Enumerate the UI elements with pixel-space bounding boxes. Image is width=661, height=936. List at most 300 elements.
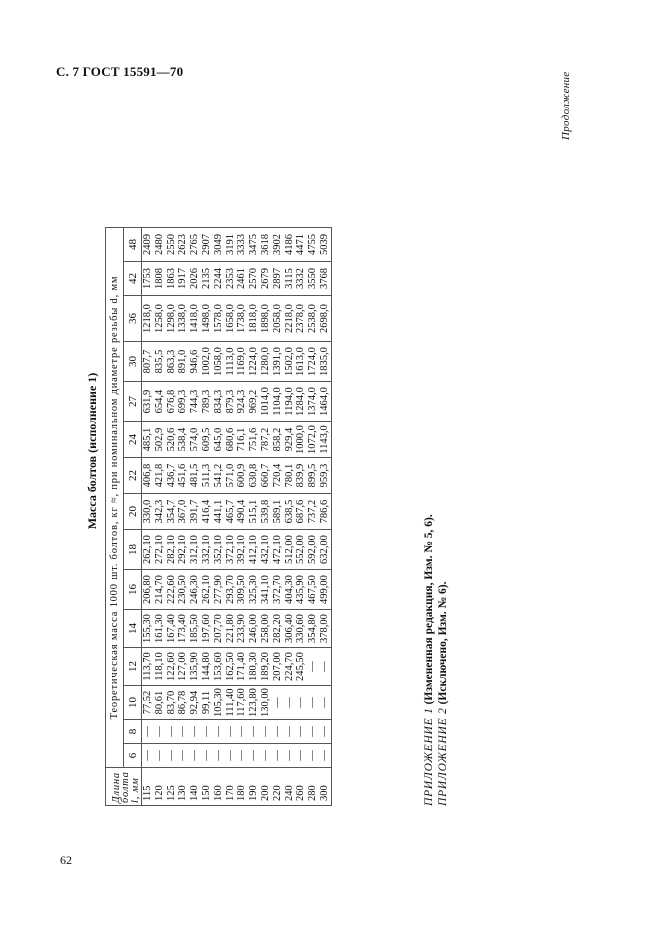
diameter-header-cell: 16 xyxy=(124,570,142,610)
mass-cell: 1808 xyxy=(154,262,166,296)
mass-cell: — xyxy=(225,720,237,744)
length-column-header xyxy=(106,768,142,806)
mass-cell: — xyxy=(154,720,166,744)
mass-cell: 372,10 xyxy=(225,530,237,570)
mass-cell: 441,1 xyxy=(213,494,225,530)
diameter-header-cell: 48 xyxy=(124,228,142,262)
mass-cell: 600,9 xyxy=(236,458,248,494)
mass-cell: 127,00 xyxy=(177,648,189,686)
length-cell: 170 xyxy=(225,768,237,806)
mass-cell: 839,9 xyxy=(295,458,307,494)
mass-cell: — xyxy=(248,744,260,768)
mass-cell: — xyxy=(177,744,189,768)
mass-cell: 465,7 xyxy=(225,494,237,530)
mass-cell: 780,1 xyxy=(284,458,296,494)
length-cell: 200 xyxy=(260,768,272,806)
mass-cell: 118,10 xyxy=(154,648,166,686)
mass-cell: 787,2 xyxy=(260,422,272,458)
mass-cell: 3332 xyxy=(295,262,307,296)
mass-cell: 2679 xyxy=(260,262,272,296)
mass-cell: 632,00 xyxy=(319,530,331,570)
mass-cell: 83,70 xyxy=(166,686,178,720)
mass-cell: 282,20 xyxy=(272,610,284,648)
length-header-line: Длина xyxy=(110,772,122,803)
mass-cell: 680,6 xyxy=(225,422,237,458)
mass-cell: 2058,0 xyxy=(272,296,284,342)
mass-cell: 720,4 xyxy=(272,458,284,494)
mass-cell: — xyxy=(284,686,296,720)
diameter-header-cell: 20 xyxy=(124,494,142,530)
diameter-header-cell: 18 xyxy=(124,530,142,570)
mass-cell: — xyxy=(307,648,319,686)
mass-cell: — xyxy=(236,744,248,768)
mass-cell: 330,0 xyxy=(142,494,154,530)
mass-cell: 891,0 xyxy=(177,342,189,382)
mass-cell: — xyxy=(225,744,237,768)
mass-cell: 77,52 xyxy=(142,686,154,720)
mass-cell: 292,10 xyxy=(177,530,189,570)
mass-cell: 2550 xyxy=(166,228,178,262)
mass-cell: — xyxy=(142,720,154,744)
mass-cell: 99,11 xyxy=(201,686,213,720)
mass-cell: 786,6 xyxy=(319,494,331,530)
diameter-header-cell: 36 xyxy=(124,296,142,342)
mass-cell: 1578,0 xyxy=(213,296,225,342)
table-row xyxy=(177,228,189,806)
mass-cell: 1072,0 xyxy=(307,422,319,458)
mass-cell: 1143,0 xyxy=(319,422,331,458)
mass-cell: 858,2 xyxy=(272,422,284,458)
mass-cell: — xyxy=(319,648,331,686)
mass-cell: — xyxy=(295,686,307,720)
length-cell: 280 xyxy=(307,768,319,806)
mass-cell: 744,3 xyxy=(189,382,201,422)
mass-cell: 863,3 xyxy=(166,342,178,382)
mass-cell: 230,50 xyxy=(177,570,189,610)
mass-cell: 354,7 xyxy=(166,494,178,530)
mass-cell: 676,8 xyxy=(166,382,178,422)
mass-cell: 1113,0 xyxy=(225,342,237,382)
diameter-header-cell: 24 xyxy=(124,422,142,458)
mass-cell: 538,4 xyxy=(177,422,189,458)
diameter-header-cell: 30 xyxy=(124,342,142,382)
diameter-header-cell: 27 xyxy=(124,382,142,422)
mass-cell: 1058,0 xyxy=(213,342,225,382)
table-row xyxy=(236,228,248,806)
mass-cell: — xyxy=(166,744,178,768)
mass-cell: — xyxy=(319,744,331,768)
mass-cell: 3618 xyxy=(260,228,272,262)
note-line xyxy=(422,514,436,806)
mass-cell: 660,7 xyxy=(260,458,272,494)
mass-cell: 574,0 xyxy=(189,422,201,458)
mass-cell: 751,6 xyxy=(248,422,260,458)
note-label: ПРИЛОЖЕНИЕ 2 xyxy=(437,707,449,806)
mass-cell: 2538,0 xyxy=(307,296,319,342)
mass-cell: 332,10 xyxy=(201,530,213,570)
mass-cell: — xyxy=(284,744,296,768)
mass-cell: 155,30 xyxy=(142,610,154,648)
mass-cell: 5039 xyxy=(319,228,331,262)
mass-cell: 117,60 xyxy=(236,686,248,720)
mass-cell: 404,30 xyxy=(284,570,296,610)
mass-cell: 3333 xyxy=(236,228,248,262)
mass-cell: 638,5 xyxy=(284,494,296,530)
length-cell: 160 xyxy=(213,768,225,806)
mass-cell: 1498,0 xyxy=(201,296,213,342)
mass-cell: 325,30 xyxy=(248,570,260,610)
mass-cell: 293,70 xyxy=(225,570,237,610)
mass-cell: 1753 xyxy=(142,262,154,296)
table-row xyxy=(284,228,296,806)
mass-cell: 515,1 xyxy=(248,494,260,530)
mass-cell: 113,70 xyxy=(142,648,154,686)
mass-cell: 2378,0 xyxy=(295,296,307,342)
length-cell: 190 xyxy=(248,768,260,806)
continuation-label: Продолжение xyxy=(560,71,572,140)
mass-cell: 1818,0 xyxy=(248,296,260,342)
length-cell: 120 xyxy=(154,768,166,806)
mass-cell: 354,80 xyxy=(307,610,319,648)
mass-cell: 111,40 xyxy=(225,686,237,720)
mass-cell: 92,94 xyxy=(189,686,201,720)
mass-cell: 421,8 xyxy=(154,458,166,494)
mass-cell: — xyxy=(213,744,225,768)
mass-cell: 3049 xyxy=(213,228,225,262)
mass-cell: 2218,0 xyxy=(284,296,296,342)
note-text: (Измененная редакция, Изм. № 5, 6). xyxy=(423,514,435,705)
mass-cell: — xyxy=(177,720,189,744)
mass-cell: 485,1 xyxy=(142,422,154,458)
length-cell: 260 xyxy=(295,768,307,806)
mass-cell: 342,3 xyxy=(154,494,166,530)
mass-cell: 737,2 xyxy=(307,494,319,530)
mass-cell: — xyxy=(272,720,284,744)
mass-cell: — xyxy=(260,744,272,768)
mass-cell: 221,80 xyxy=(225,610,237,648)
mass-cell: 2480 xyxy=(154,228,166,262)
mass-cell: 969,2 xyxy=(248,382,260,422)
mass-cell: 416,4 xyxy=(201,494,213,530)
mass-cell: 171,40 xyxy=(236,648,248,686)
mass-cell: 167,40 xyxy=(166,610,178,648)
mass-cell: 1502,0 xyxy=(284,342,296,382)
mass-cell: 1104,0 xyxy=(272,382,284,422)
table-caption: Масса болтов (исполнение 1) xyxy=(85,372,99,530)
table-row xyxy=(142,228,154,806)
note-line xyxy=(436,514,450,806)
mass-cell: 899,5 xyxy=(307,458,319,494)
mass-cell: 1280,0 xyxy=(260,342,272,382)
diameter-header-cell: 42 xyxy=(124,262,142,296)
mass-cell: 207,70 xyxy=(213,610,225,648)
mass-cell: — xyxy=(189,744,201,768)
length-cell: 220 xyxy=(272,768,284,806)
mass-cell: 135,90 xyxy=(189,648,201,686)
mass-cell: 2461 xyxy=(236,262,248,296)
mass-cell: 467,50 xyxy=(307,570,319,610)
mass-cell: 2026 xyxy=(189,262,201,296)
mass-cell: 2907 xyxy=(201,228,213,262)
mass-cell: — xyxy=(248,720,260,744)
diameter-header-row xyxy=(124,228,142,806)
length-cell: 130 xyxy=(177,768,189,806)
mass-cell: 1464,0 xyxy=(319,382,331,422)
note-label: ПРИЛОЖЕНИЕ 1 xyxy=(423,707,435,806)
mass-cell: 277,90 xyxy=(213,570,225,610)
table-row xyxy=(248,228,260,806)
diameter-header-cell: 8 xyxy=(124,720,142,744)
table-row xyxy=(213,228,225,806)
table-row xyxy=(307,228,319,806)
length-cell: 125 xyxy=(166,768,178,806)
page-number: 62 xyxy=(60,853,72,867)
mass-cell: — xyxy=(319,720,331,744)
mass-cell: 207,00 xyxy=(272,648,284,686)
mass-cell: 245,50 xyxy=(295,648,307,686)
mass-cell: — xyxy=(213,720,225,744)
mass-cell: 330,60 xyxy=(295,610,307,648)
table-row xyxy=(201,228,213,806)
diameter-header-cell: 14 xyxy=(124,610,142,648)
mass-cell: 341,10 xyxy=(260,570,272,610)
mass-cell: 3768 xyxy=(319,262,331,296)
mass-cell: 2409 xyxy=(142,228,154,262)
mass-cell: 789,3 xyxy=(201,382,213,422)
mass-cell: 189,20 xyxy=(260,648,272,686)
diameter-header-cell: 6 xyxy=(124,744,142,768)
mass-cell: 2570 xyxy=(248,262,260,296)
diameter-header-cell: 12 xyxy=(124,648,142,686)
length-cell: 150 xyxy=(201,768,213,806)
mass-cell: 1898,0 xyxy=(260,296,272,342)
mass-cell: — xyxy=(272,744,284,768)
mass-cell: — xyxy=(142,744,154,768)
table-row xyxy=(189,228,201,806)
mass-cell: 631,9 xyxy=(142,382,154,422)
table-row xyxy=(272,228,284,806)
mass-cell: 1169,0 xyxy=(236,342,248,382)
mass-cell: — xyxy=(272,686,284,720)
mass-cell: 2897 xyxy=(272,262,284,296)
mass-cell: 645,0 xyxy=(213,422,225,458)
mass-cell: — xyxy=(189,720,201,744)
mass-cell: 4471 xyxy=(295,228,307,262)
length-cell: 180 xyxy=(236,768,248,806)
mass-cell: 4755 xyxy=(307,228,319,262)
mass-cell: 153,60 xyxy=(213,648,225,686)
diameter-header-cell: 22 xyxy=(124,458,142,494)
mass-cell: 272,10 xyxy=(154,530,166,570)
table-row xyxy=(225,228,237,806)
table-row xyxy=(319,228,331,806)
mass-cell: 1258,0 xyxy=(154,296,166,342)
table-body xyxy=(142,228,332,806)
mass-cell: 539,8 xyxy=(260,494,272,530)
mass-cell: — xyxy=(236,720,248,744)
mass-cell: — xyxy=(295,744,307,768)
mass-cell: 432,10 xyxy=(260,530,272,570)
table-row xyxy=(166,228,178,806)
mass-cell: 3475 xyxy=(248,228,260,262)
mass-cell: 222,60 xyxy=(166,570,178,610)
mass-cell: 3191 xyxy=(225,228,237,262)
mass-cell: — xyxy=(295,720,307,744)
mass-cell: 435,90 xyxy=(295,570,307,610)
mass-cell: 552,00 xyxy=(295,530,307,570)
mass-cell: 1298,0 xyxy=(166,296,178,342)
notes xyxy=(422,514,450,806)
mass-cell: — xyxy=(201,720,213,744)
mass-cell: 1374,0 xyxy=(307,382,319,422)
mass-cell: 105,30 xyxy=(213,686,225,720)
mass-cell: 959,3 xyxy=(319,458,331,494)
mass-cell: 2623 xyxy=(177,228,189,262)
mass-cell: 214,70 xyxy=(154,570,166,610)
table-row xyxy=(154,228,166,806)
mass-cell: 206,80 xyxy=(142,570,154,610)
mass-cell: 180,30 xyxy=(248,648,260,686)
mass-cell: 1724,0 xyxy=(307,342,319,382)
mass-cell: 1284,0 xyxy=(295,382,307,422)
mass-cell: 161,30 xyxy=(154,610,166,648)
mass-cell: 86,78 xyxy=(177,686,189,720)
mass-cell: 609,5 xyxy=(201,422,213,458)
mass-cell: 589,1 xyxy=(272,494,284,530)
mass-cell: 3550 xyxy=(307,262,319,296)
mass-cell: 451,6 xyxy=(177,458,189,494)
mass-cell: 1338,0 xyxy=(177,296,189,342)
mass-cell: 1391,0 xyxy=(272,342,284,382)
mass-cell: 224,70 xyxy=(284,648,296,686)
mass-cell: 699,3 xyxy=(177,382,189,422)
mass-cell: 406,8 xyxy=(142,458,154,494)
mass-cell: 929,4 xyxy=(284,422,296,458)
bolt-mass-table xyxy=(105,227,332,806)
mass-cell: 1613,0 xyxy=(295,342,307,382)
mass-cell: 472,10 xyxy=(272,530,284,570)
mass-cell: 173,40 xyxy=(177,610,189,648)
mass-cell: 687,6 xyxy=(295,494,307,530)
mass-cell: 1002,0 xyxy=(201,342,213,382)
table-row xyxy=(260,228,272,806)
mass-cell: 233,90 xyxy=(236,610,248,648)
mass-cell: 630,8 xyxy=(248,458,260,494)
page-header: С. 7 ГОСТ 15591—70 xyxy=(56,64,184,79)
mass-cell: 716,1 xyxy=(236,422,248,458)
mass-cell: 512,00 xyxy=(284,530,296,570)
mass-cell: — xyxy=(166,720,178,744)
mass-cell: 123,80 xyxy=(248,686,260,720)
mass-cell: 807,7 xyxy=(142,342,154,382)
mass-cell: 80,61 xyxy=(154,686,166,720)
mass-cell: 924,3 xyxy=(236,382,248,422)
table-row xyxy=(295,228,307,806)
mass-cell: 654,4 xyxy=(154,382,166,422)
mass-cell: 1000,0 xyxy=(295,422,307,458)
mass-cell: 372,70 xyxy=(272,570,284,610)
mass-cell: 309,50 xyxy=(236,570,248,610)
mass-cell: 946,6 xyxy=(189,342,201,382)
mass-cell: 592,00 xyxy=(307,530,319,570)
length-header-line: болта xyxy=(120,771,131,803)
mass-cell: 262,10 xyxy=(201,570,213,610)
mass-cell: 262,10 xyxy=(142,530,154,570)
mass-cell: 571,0 xyxy=(225,458,237,494)
mass-cell: 502,9 xyxy=(154,422,166,458)
mass-cell: 1658,0 xyxy=(225,296,237,342)
mass-cell: 412,10 xyxy=(248,530,260,570)
mass-cell: 499,00 xyxy=(319,570,331,610)
mass-cell: 490,4 xyxy=(236,494,248,530)
mass-cell: 1418,0 xyxy=(189,296,201,342)
mass-cell: 130,00 xyxy=(260,686,272,720)
length-cell: 300 xyxy=(319,768,331,806)
mass-cell: — xyxy=(307,744,319,768)
mass-cell: — xyxy=(307,720,319,744)
mass-cell: 144,80 xyxy=(201,648,213,686)
mass-cell: 511,3 xyxy=(201,458,213,494)
mass-cell: 1835,0 xyxy=(319,342,331,382)
mass-cell: 312,10 xyxy=(189,530,201,570)
mass-cell: 1014,0 xyxy=(260,382,272,422)
length-header-line: l, мм xyxy=(129,777,141,803)
mass-cell: — xyxy=(201,744,213,768)
mass-cell: — xyxy=(284,720,296,744)
mass-cell: 378,00 xyxy=(319,610,331,648)
length-cell: 240 xyxy=(284,768,296,806)
mass-cell: 282,10 xyxy=(166,530,178,570)
mass-cell: — xyxy=(260,720,272,744)
mass-cell: 520,6 xyxy=(166,422,178,458)
mass-cell: 3115 xyxy=(284,262,296,296)
mass-cell: 3902 xyxy=(272,228,284,262)
diameter-group-header: Теоретическая масса 1000 шт. болтов, кг ≈, при номинальном диаметре резьбы d, мм xyxy=(106,228,124,768)
mass-cell: — xyxy=(154,744,166,768)
mass-cell: 246,30 xyxy=(189,570,201,610)
mass-cell: — xyxy=(319,686,331,720)
mass-cell: 306,40 xyxy=(284,610,296,648)
mass-cell: 197,60 xyxy=(201,610,213,648)
mass-cell: 1224,0 xyxy=(248,342,260,382)
mass-cell: 1863 xyxy=(166,262,178,296)
mass-cell: 481,5 xyxy=(189,458,201,494)
mass-cell: 2698,0 xyxy=(319,296,331,342)
mass-cell: — xyxy=(307,686,319,720)
mass-cell: 122,60 xyxy=(166,648,178,686)
mass-cell: 2765 xyxy=(189,228,201,262)
mass-cell: 1738,0 xyxy=(236,296,248,342)
mass-cell: 2353 xyxy=(225,262,237,296)
mass-cell: 2135 xyxy=(201,262,213,296)
mass-cell: 541,2 xyxy=(213,458,225,494)
mass-cell: 2244 xyxy=(213,262,225,296)
rotated-content xyxy=(84,96,544,806)
mass-cell: 367,0 xyxy=(177,494,189,530)
note-text: (Исключено, Изм. № 6). xyxy=(437,581,449,705)
mass-cell: 1194,0 xyxy=(284,382,296,422)
mass-cell: 834,3 xyxy=(213,382,225,422)
mass-cell: 352,10 xyxy=(213,530,225,570)
mass-cell: 835,5 xyxy=(154,342,166,382)
mass-cell: 246,00 xyxy=(248,610,260,648)
mass-cell: 4186 xyxy=(284,228,296,262)
mass-cell: 879,3 xyxy=(225,382,237,422)
mass-cell: 392,10 xyxy=(236,530,248,570)
mass-cell: 185,50 xyxy=(189,610,201,648)
mass-cell: 436,7 xyxy=(166,458,178,494)
mass-cell: 162,50 xyxy=(225,648,237,686)
